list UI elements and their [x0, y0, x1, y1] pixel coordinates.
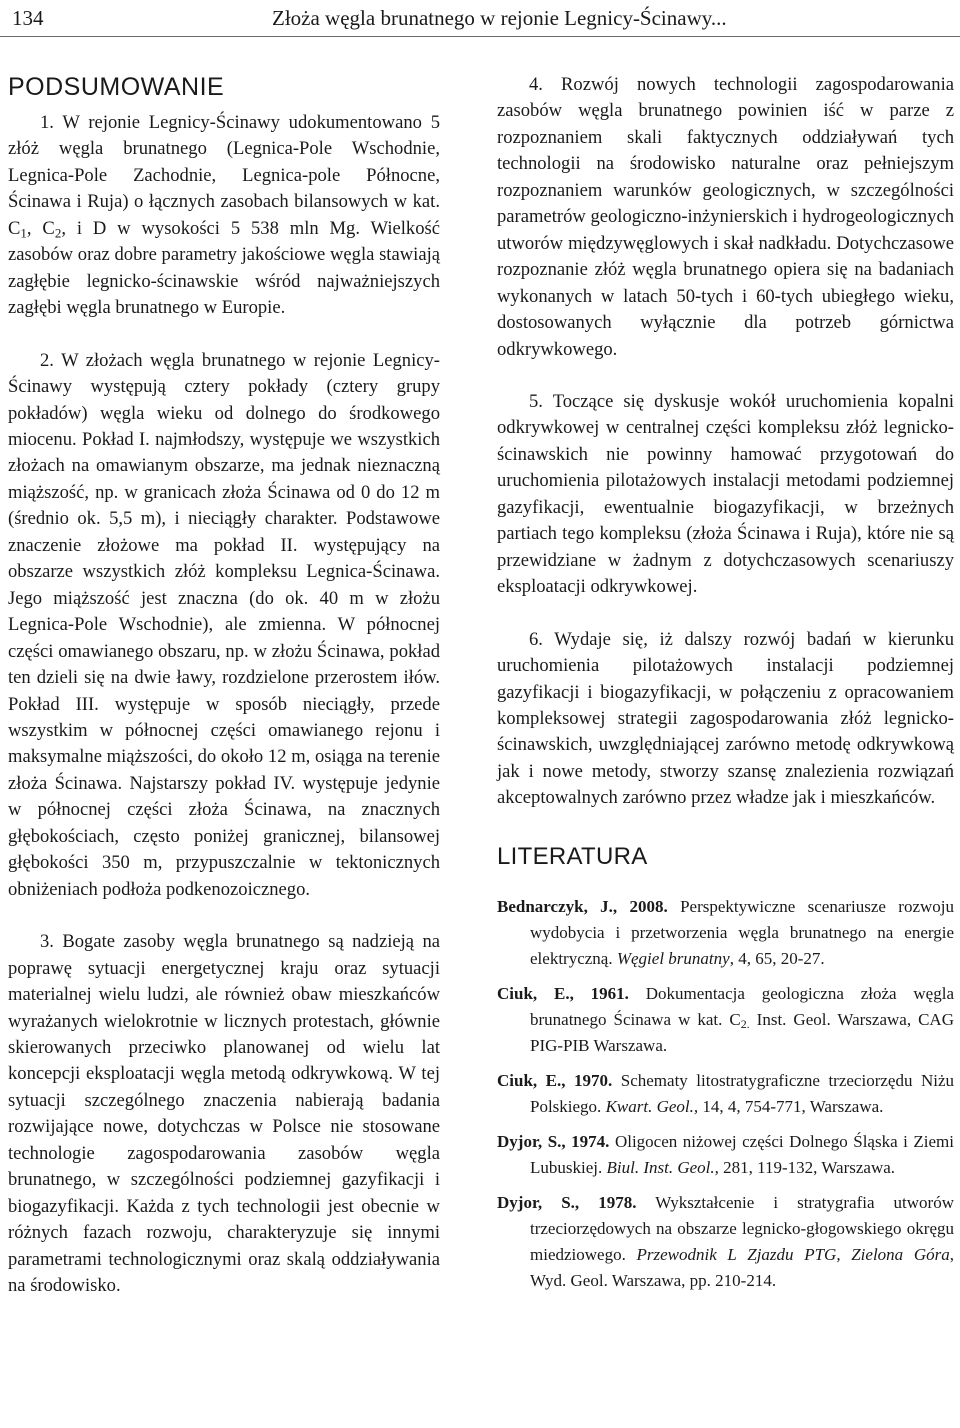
summary-paragraph-3: 3. Bogate zasoby węgla brunatnego są nadzieją na poprawę sytuacji energetycznej kraju oraz sytuacji materialnej wielu ludzi, ale również obaw mieszkańców wyrażanych wielokrotnie w licznych protestach, głównie skierowanych przeciwko planowanej od wielu lat koncepcji eksploatacji węgla metodą odkrywkową. W tej sytuacji szczególnego znaczenia nabierają badania rozwijające nowe, dotychczas w Polsce nie stosowane technologie zagospodarowania zasobów węgla brunatnego, w szczególności podziemnej gazyfikacji i biogazyfikacji. Każda z tych technologii jest obecnie w różnych fazach rozwoju, charakteryzuje się innymi parametrami technologicznymi oraz skalą oddziaływania na środowisko.	[8, 931, 440, 1297]
running-title: Złoża węgla brunatnego w rejonie Legnicy-Ścinawy...	[272, 6, 727, 30]
page-number: 134	[12, 6, 44, 30]
reference-item: Dyjor, S., 1978. Wykształcenie i stratygrafia utworów trzeciorzędowych na obszarze legnicko-głogowskiego okręgu miedziowego. Przewodnik L Zjazdu PTG, Zielona Góra, Wyd. Geol. Warszawa, pp. 210-214.	[497, 1192, 954, 1290]
summary-paragraph-6: 6. Wydaje się, iż dalszy rozwój badań w kierunku uruchomienia pilotażowych instalacji podziemnej gazyfikacji i biogazyfikacji, w połączeniu z opracowaniem kompleksowej strategii zagospodarowania złóż legnicko-ścinawskich, uwzględniającej zarówno metodę odkrywkową jak i nowe metody, stworzy szansę znalezienia rozwiązań akceptowalnych zarówno przez władze jak i mieszkańców.	[497, 628, 954, 809]
section-title-literature: LITERATURA	[497, 842, 648, 870]
reference-item: Dyjor, S., 1974. Oligocen niżowej części Dolnego Śląska i Ziemi Lubuskiej. Biul. Inst. Geol., 281, 119-132, Warszawa.	[497, 1131, 954, 1177]
section-title-summary: PODSUMOWANIE	[8, 73, 225, 101]
reference-item: Bednarczyk, J., 2008. Perspektywiczne scenariusze rozwoju wydobycia i przetworzenia węgla brunatnego na energie elektryczną. Węgiel brunatny, 4, 65, 20-27.	[497, 896, 955, 968]
header-rule	[0, 36, 960, 37]
page-header	[0, 0, 960, 36]
summary-paragraph-4: 4. Rozwój nowych technologii zagospodarowania zasobów węgla brunatnego powinien iść w parze z rozpoznaniem skali faktycznych oddziaływań tych technologii na środowisko naturalne oraz pełniejszym rozpoznaniem warunków geologicznych, w szczególności parametrów geologiczno-inżynierskich i hydrogeologicznych utworów międzywęglowych i skał nadkładu. Dotychczasowe rozpoznanie złóż węgla brunatnego opiera się na badaniach wykonanych w latach 50-tych i 60-tych ubiegłego wieku, dostosowanych wyłącznie dla potrzeb górnictwa odkrywkowego.	[497, 74, 954, 360]
summary-paragraph-2: 2. W złożach węgla brunatnego w rejonie Legnicy-Ścinawy występują cztery pokłady (cztery grupy pokładów) węgla wieku od dolnego do środkowego miocenu. Pokład I. najmłodszy, występuje we wszystkich złożach na omawianym obszarze, ma jednak nieznaczną miąższość, np. w granicach złoża Ścinawa od 0 do 12 m (średnio ok. 5,5 m), i nieciągły charakter. Podstawowe znaczenie złożowe ma pokład II. występujący na obszarze wszystkich złóż kompleksu Legnica-Ścinawa. Jego miąższość jest znaczna (do ok. 40 m w złożu Legnica-Pole Wschodnie), ale zmienna. W północnej części omawianego obszaru, np. w złożu Ścinawa, pokład ten dzieli się na dwie ławy, rozdzielone przerostem iłów. Pokład III. występuje w sposób nieciągły, przede wszystkim w północnej części omawianego rejonu i maksymalne miąższości, do około 12 m, osiąga na terenie złoża Ścinawa. Najstarszy pokład IV. występuje jedynie w północnej części złoża Ścinawa, na znacznych głębokościach, często poniżej granicznej, bilansowej głębokości 350 m, przypuszczalnie w tektonicznych obniżeniach podłoża podkenozoicznego.	[8, 349, 440, 900]
right-column	[497, 70, 954, 1303]
reference-item: Ciuk, E., 1970. Schematy litostratygraficzne trzeciorzędu Niżu Polskiego. Kwart. Geol., 14, 4, 754-771, Warszawa.	[497, 1070, 954, 1116]
left-column	[8, 70, 440, 1299]
summary-paragraph-1: 1. W rejonie Legnicy-Ścinawy udokumentowano 5 złóż węgla brunatnego (Legnica-Pole Wschodnie, Legnica-Pole Zachodnie, Legnica-pole Północne, Ścinawa i Ruja) o łącznych zasobach bilansowych w kat. $C_1$, $C_2$, i D w wysokości 5 538 mln Mg. Wielkość zasobów oraz dobre parametry jakościowe węgla stawiają zagłębie legnicko-ścinawskie wśród najważniejszych zagłębi węgla brunatnego w Europie.	[8, 112, 440, 319]
reference-item: Ciuk, E., 1961. Dokumentacja geologiczna złoża węgla brunatnego Ścinawa w kat. $C_{2.}$ Inst. Geol. Warszawa, CAG PIG-PIB Warszawa.	[497, 983, 954, 1055]
summary-paragraph-5: 5. Toczące się dyskusje wokół uruchomienia kopalni odkrywkowej w centralnej części kompleksu złóż legnicko-ścinawskich nie powinny hamować przygotowań do uruchomienia pilotażowych instalacji metodami podziemnej gazyfikacji, ewentualnie biogazyfikacji, w brzeżnych partiach tego kompleksu (złoża Ścinawa i Ruja), które nie są przewidziane w żadnym z dotychczasowych scenariuszy eksploatacji odkrywkowej.	[497, 390, 954, 598]
